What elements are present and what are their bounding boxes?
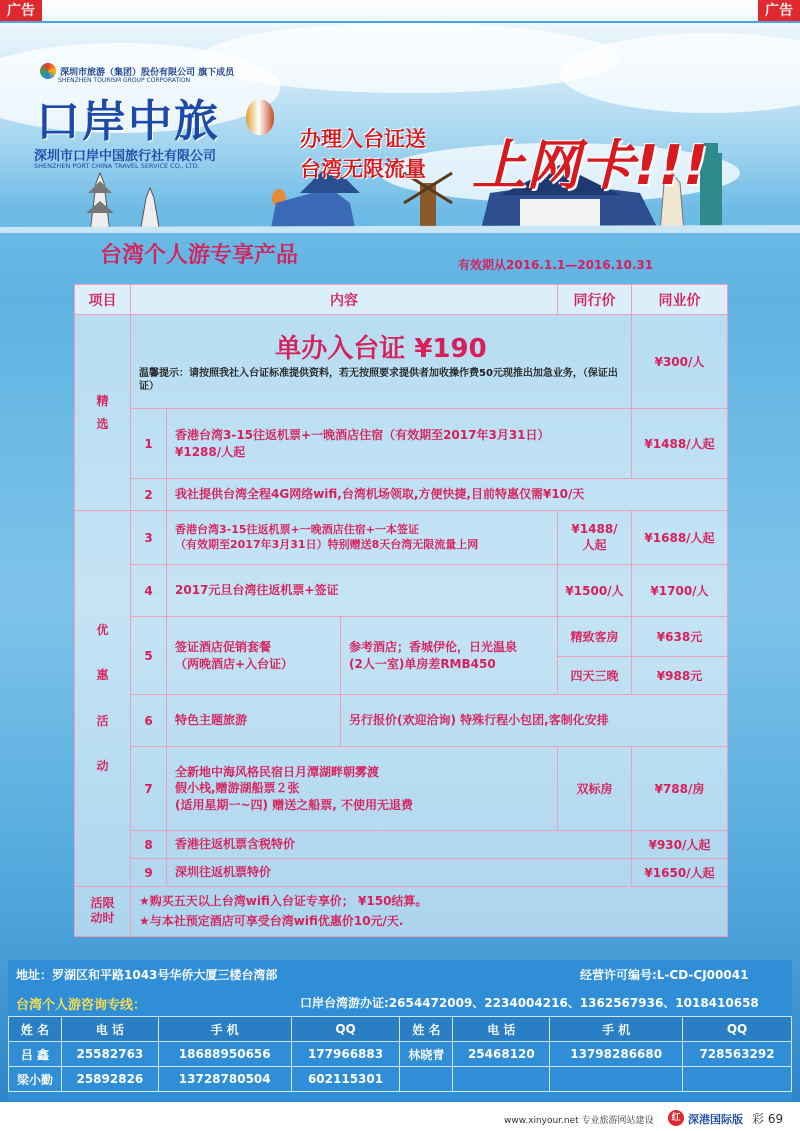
page-number: 彩 69: [752, 1112, 784, 1126]
table-header-row: [75, 285, 728, 315]
option-nights-price: ¥988元: [632, 657, 728, 695]
visa-title: 单办入台证 ¥190: [275, 334, 487, 364]
contact-qq: 602115301: [291, 1067, 400, 1092]
header-item: 项目: [75, 285, 131, 315]
category-jingxuan-label: 精 选: [96, 393, 109, 431]
row-number: 5: [131, 617, 167, 695]
table-row: [75, 695, 728, 747]
contact-header: 姓 名: [400, 1017, 453, 1042]
row-desc: 我社提供台湾全程4G网络wifi,台湾机场领取,方便快捷,目前特惠仅需¥10/天: [167, 479, 728, 511]
activity-row: [75, 887, 728, 937]
logo-icon: [40, 63, 56, 79]
row-desc: 2017元旦台湾往返机票+签证: [167, 565, 558, 617]
ad-label-right: 广告: [758, 0, 800, 22]
row-peer-price: ¥1500/人: [558, 565, 632, 617]
row-desc: 深圳往返机票特价: [167, 859, 632, 887]
row-number: 3: [131, 511, 167, 565]
row-number: 9: [131, 859, 167, 887]
table-row: [75, 409, 728, 479]
brand-name: 口岸中旅: [36, 96, 220, 147]
contact-phone: 25582763: [61, 1042, 158, 1067]
visa-price: ¥300/人: [632, 315, 728, 409]
contact-header: 手 机: [158, 1017, 291, 1042]
contact-name: 梁小勤: [9, 1067, 62, 1092]
contact-phone: 25468120: [453, 1042, 550, 1067]
category-youhui-label: 优 惠 活 动: [96, 622, 109, 774]
table-row: [75, 617, 728, 657]
page-title: 台湾个人游专享产品: [100, 243, 299, 268]
contact-header-row: [9, 1017, 792, 1042]
validity: 有效期从2016.1.1—2016.10.31: [458, 258, 654, 272]
table-row: [75, 859, 728, 887]
header-banner: [0, 23, 800, 233]
contact-header: 电 话: [61, 1017, 158, 1042]
contact-phone: [453, 1067, 550, 1092]
slogan-big: 上网卡!!!: [472, 134, 708, 197]
product-table: [74, 284, 728, 937]
activity-line-2: ★与本社预定酒店可享受台湾wifi优惠价10元/天.: [139, 914, 404, 929]
group-line: 深圳市旅游（集团）股份有限公司 旗下成员: [60, 68, 235, 78]
table-row: [75, 511, 728, 565]
contact-mobile: 18688950656: [158, 1042, 291, 1067]
ad-label-left: 广告: [0, 0, 42, 22]
header-peer-price: 同行价: [558, 285, 632, 315]
row-desc: 签证酒店促销套餐 （两晚酒店+入台证）: [167, 617, 341, 695]
group-en: SHENZHEN TOURISM GROUP CORPORATION: [58, 77, 191, 84]
row-trade-price: ¥1688/人起: [632, 511, 728, 565]
row-trade-price: ¥1700/人: [632, 565, 728, 617]
activity-text: [131, 887, 728, 937]
table-row: [75, 565, 728, 617]
header-content: 内容: [131, 285, 558, 315]
office-phones: 口岸台湾游办证:2654472009、2234004216、1362567936、1018410658: [300, 996, 759, 1010]
row-peer-price: 双标房: [558, 747, 632, 831]
visa-tip: 温馨提示：请按照我社入台证标准提供资料，若无按照要求提供者加收操作费50元现推出加急业务，（保证出证）: [139, 368, 618, 392]
contact-header: QQ: [291, 1017, 400, 1042]
contact-qq: 177966883: [291, 1042, 400, 1067]
row-peer-price: ¥1488/ 人起: [558, 511, 632, 565]
contact-mobile: 13798286680: [550, 1042, 683, 1067]
row-desc-hotels: 参考酒店；香城伊伦，日光温泉 (2人一室)单房差RMB450: [341, 617, 558, 695]
contact-name: 吕 鑫: [9, 1042, 62, 1067]
contact-mobile: 13728780504: [158, 1067, 291, 1092]
row-number: 2: [131, 479, 167, 511]
contact-header: 电 话: [453, 1017, 550, 1042]
row-desc: 香港台湾3-15往返机票+一晚酒店住宿+一本签证 （有效期至2017年3月31日）特别赠送8天台湾无限流量上网: [167, 511, 558, 565]
row-desc: 特色主题旅游: [167, 695, 341, 747]
contact-name: 林晓青: [400, 1042, 453, 1067]
row-desc: 香港台湾3-15往返机票+一晚酒店住宿（有效期至2017年3月31日） ¥1288/人起: [167, 409, 632, 479]
contact-header: 姓 名: [9, 1017, 62, 1042]
company-name-cn: 深圳市口岸中国旅行社有限公司: [34, 149, 217, 164]
option-room-price: ¥638元: [632, 617, 728, 657]
company-name-en: SHENZHEN PORT CHINA TRAVEL SERVICE CO., LTD.: [34, 162, 200, 170]
cloud: [200, 23, 620, 93]
row-trade-price: ¥930/人起: [632, 831, 728, 859]
slogan-line-2: 台湾无限流量: [300, 157, 426, 181]
footer-edition: 深港国际版: [688, 1113, 743, 1126]
category-youhui: [75, 511, 131, 887]
footer-website: www.xinyour.net 专业旅游网站建设: [504, 1116, 654, 1126]
contact-mobile: [550, 1067, 683, 1092]
table-row: [75, 479, 728, 511]
row-trade-price: ¥788/房: [632, 747, 728, 831]
address: 地址：罗湖区和平路1043号华侨大厦三楼台湾部: [16, 968, 278, 982]
activity-line-1: ★购买五天以上台湾wifi入台证专享价； ¥150结算。: [139, 894, 428, 908]
option-nights: 四天三晚: [558, 657, 632, 695]
header-trade-price: 同业价: [632, 285, 728, 315]
license: 经营许可编号:L-CD-CJ00041: [580, 968, 749, 982]
row-number: 4: [131, 565, 167, 617]
table-row: [75, 831, 728, 859]
hotline-label: 台湾个人游咨询专线：: [16, 998, 147, 1013]
row-number: 7: [131, 747, 167, 831]
row-number: 1: [131, 409, 167, 479]
row-number: 6: [131, 695, 167, 747]
row-number: 8: [131, 831, 167, 859]
row-desc: 全新地中海风格民宿日月潭湖畔朝雾渡 假小栈,赠游湖船票２张 (适用星期一~四) 赠送之船票, 不使用无退费: [167, 747, 558, 831]
contact-row: [9, 1067, 792, 1092]
category-jingxuan: [75, 315, 131, 511]
contact-header: 手 机: [550, 1017, 683, 1042]
contact-qq: 728563292: [683, 1042, 792, 1067]
row-desc: 香港往返机票含税特价: [167, 831, 632, 859]
contact-name: [400, 1067, 453, 1092]
contact-header: QQ: [683, 1017, 792, 1042]
hong-badge: 红: [668, 1110, 684, 1126]
option-room: 精致客房: [558, 617, 632, 657]
row-trade-price: ¥1650/人起: [632, 859, 728, 887]
contact-row: [9, 1042, 792, 1067]
table-row: [75, 315, 728, 409]
slogan-line-1: 办理入台证送: [300, 127, 426, 151]
activity-label: 活限 动时: [75, 887, 131, 937]
contact-phone: 25892826: [61, 1067, 158, 1092]
row-desc-2: 另行报价(欢迎洽询) 特殊行程小包团,客制化安排: [341, 695, 728, 747]
row-trade-price: ¥1488/人起: [632, 409, 728, 479]
balloon-icon: [246, 99, 274, 135]
contact-table: [8, 1016, 792, 1092]
contact-qq: [683, 1067, 792, 1092]
visa-cell: [131, 315, 632, 409]
table-row: [75, 747, 728, 831]
